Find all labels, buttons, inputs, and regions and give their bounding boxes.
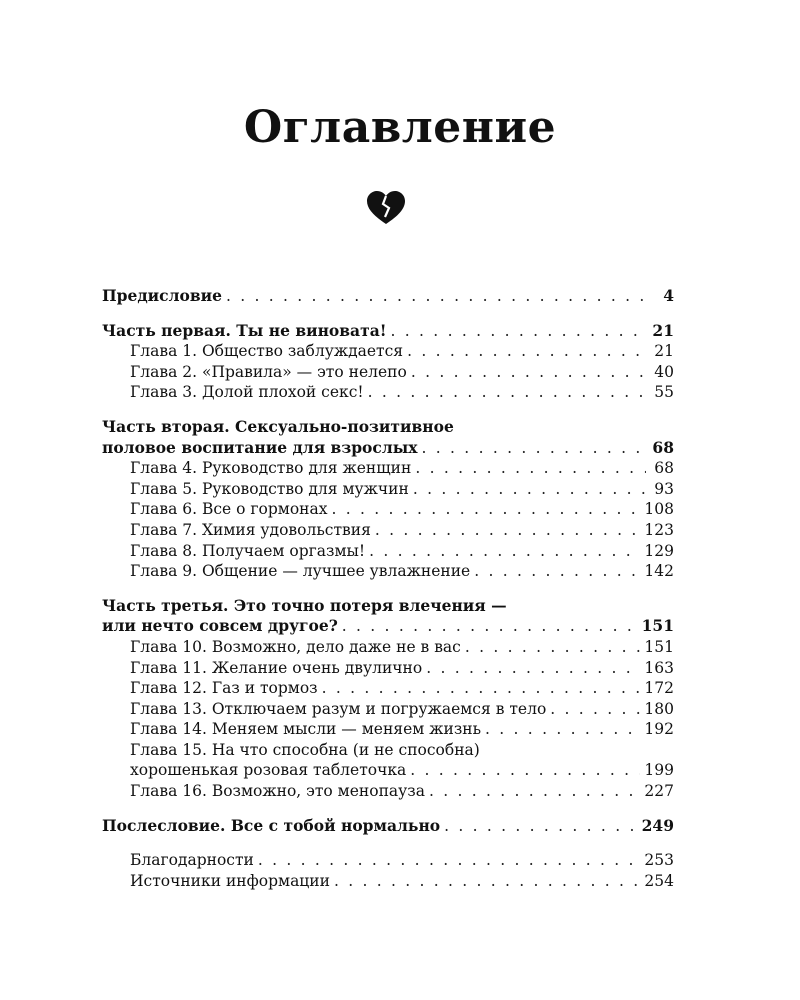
entry-page: 40 bbox=[654, 362, 674, 381]
entry-page: 21 bbox=[654, 342, 674, 361]
entry-title: Глава 5. Руководство для мужчин bbox=[130, 479, 409, 498]
toc-entry-chapter-8[interactable] bbox=[102, 541, 674, 562]
entry-page: 129 bbox=[644, 541, 674, 560]
dot-leader bbox=[413, 479, 646, 500]
entry-title: Послесловие. Все с тобой нормально bbox=[102, 815, 441, 835]
toc-entry-preface[interactable] bbox=[102, 286, 674, 307]
entry-page: 151 bbox=[644, 637, 674, 656]
toc-entry-chapter-16[interactable] bbox=[102, 781, 674, 802]
entry-page: 180 bbox=[644, 699, 674, 718]
toc-entry-chapter-11[interactable] bbox=[102, 658, 674, 679]
dot-leader bbox=[334, 871, 640, 892]
entry-page: 68 bbox=[652, 437, 674, 457]
toc-entry-chapter-15-title-line1: Глава 15. На что способна (и не способна) bbox=[130, 740, 480, 759]
entry-page: 249 bbox=[641, 815, 674, 835]
entry-title: Глава 3. Долой плохой секс! bbox=[130, 383, 364, 402]
toc-entry-chapter-5[interactable] bbox=[102, 479, 674, 500]
entry-title: Глава 11. Желание очень двулично bbox=[130, 658, 423, 677]
entry-page: 163 bbox=[644, 658, 674, 677]
toc-entry-part1[interactable] bbox=[102, 321, 674, 342]
entry-title: или нечто совсем другое? bbox=[102, 616, 338, 636]
entry-title: Глава 1. Общество заблуждается bbox=[130, 342, 404, 361]
toc-entry-part2[interactable] bbox=[102, 438, 674, 459]
toc-entry-afterword[interactable] bbox=[102, 816, 674, 837]
toc-entry-chapter-1[interactable] bbox=[102, 341, 674, 362]
toc-entry-part3[interactable] bbox=[102, 616, 674, 637]
dot-leader bbox=[410, 760, 640, 781]
entry-title: Глава 13. Отключаем разум и погружаемся в тело bbox=[130, 699, 547, 718]
entry-page: 142 bbox=[644, 562, 674, 581]
toc-entry-part3-title-line1: Часть третья. Это точно потеря влечения — bbox=[102, 595, 507, 615]
dot-leader bbox=[550, 699, 640, 720]
entry-page: 172 bbox=[644, 679, 674, 698]
dot-leader bbox=[375, 520, 641, 541]
toc-entry-acknowledgements[interactable] bbox=[102, 850, 674, 871]
entry-title: Предисловие bbox=[102, 286, 222, 305]
dot-leader bbox=[407, 341, 646, 362]
entry-page: 21 bbox=[652, 320, 674, 340]
toc-entry-chapter-4[interactable] bbox=[102, 458, 674, 479]
entry-page: 254 bbox=[644, 871, 674, 890]
entry-title: Глава 8. Получаем оргазмы! bbox=[130, 541, 366, 560]
toc-entry-sources[interactable] bbox=[102, 871, 674, 892]
entry-page: 108 bbox=[644, 500, 674, 519]
toc-entry-chapter-7[interactable] bbox=[102, 520, 674, 541]
entry-page: 93 bbox=[654, 479, 674, 498]
entry-page: 199 bbox=[644, 761, 674, 780]
page-title: Оглавление bbox=[243, 102, 557, 153]
dot-leader bbox=[485, 719, 640, 740]
heart-icon bbox=[366, 190, 406, 226]
toc-entry-chapter-6[interactable] bbox=[102, 499, 674, 520]
entry-page: 192 bbox=[644, 720, 674, 739]
entry-page: 55 bbox=[654, 383, 674, 402]
entry-page: 151 bbox=[641, 616, 674, 636]
toc-entry-chapter-2[interactable] bbox=[102, 362, 674, 383]
entry-title: Глава 6. Все о гормонах bbox=[130, 500, 328, 519]
toc-entry-chapter-3[interactable] bbox=[102, 382, 674, 403]
dot-leader bbox=[444, 816, 638, 837]
toc-entry-chapter-15[interactable] bbox=[102, 760, 674, 781]
dot-leader bbox=[226, 286, 646, 307]
entry-title: Глава 14. Меняем мысли — меняем жизнь bbox=[130, 720, 482, 739]
dot-leader bbox=[368, 382, 646, 403]
toc-entry-chapter-13[interactable] bbox=[102, 699, 674, 720]
entry-title: Часть первая. Ты не виновата! bbox=[102, 320, 387, 340]
dot-leader bbox=[369, 541, 640, 562]
dot-leader bbox=[465, 637, 641, 658]
entry-page: 123 bbox=[644, 520, 674, 539]
dot-leader bbox=[422, 438, 646, 459]
entry-title: Глава 9. Общение — лучшее увлажнение bbox=[130, 562, 471, 581]
table-of-contents bbox=[102, 286, 674, 891]
entry-title: Источники информации bbox=[130, 871, 330, 890]
toc-entry-chapter-10[interactable] bbox=[102, 637, 674, 658]
entry-title: Глава 10. Возможно, дело даже не в вас bbox=[130, 637, 461, 656]
dot-leader bbox=[322, 678, 641, 699]
dot-leader bbox=[391, 321, 646, 342]
entry-title: Глава 4. Руководство для женщин bbox=[130, 459, 412, 478]
dot-leader bbox=[331, 499, 640, 520]
toc-entry-chapter-9[interactable] bbox=[102, 561, 674, 582]
entry-page: 4 bbox=[663, 286, 674, 305]
dot-leader bbox=[342, 616, 638, 637]
toc-entry-chapter-14[interactable] bbox=[102, 719, 674, 740]
entry-title: Глава 12. Газ и тормоз bbox=[130, 679, 318, 698]
dot-leader bbox=[474, 561, 640, 582]
toc-entry-part2-title-line1: Часть вторая. Сексуально-позитивное bbox=[102, 416, 454, 436]
entry-title: хорошенькая розовая таблеточка bbox=[130, 761, 407, 780]
dot-leader bbox=[429, 781, 640, 802]
dot-leader bbox=[426, 658, 640, 679]
entry-page: 253 bbox=[644, 851, 674, 870]
toc-entry-chapter-12[interactable] bbox=[102, 678, 674, 699]
entry-page: 68 bbox=[654, 459, 674, 478]
dot-leader bbox=[415, 458, 646, 479]
entry-title: половое воспитание для взрослых bbox=[102, 437, 418, 457]
entry-title: Глава 7. Химия удовольствия bbox=[130, 520, 371, 539]
entry-title: Глава 2. «Правила» — это нелепо bbox=[130, 362, 407, 381]
dot-leader bbox=[411, 362, 646, 383]
entry-title: Благодарности bbox=[130, 851, 254, 870]
entry-title: Глава 16. Возможно, это менопауза bbox=[130, 782, 425, 801]
entry-page: 227 bbox=[644, 782, 674, 801]
dot-leader bbox=[258, 850, 641, 871]
